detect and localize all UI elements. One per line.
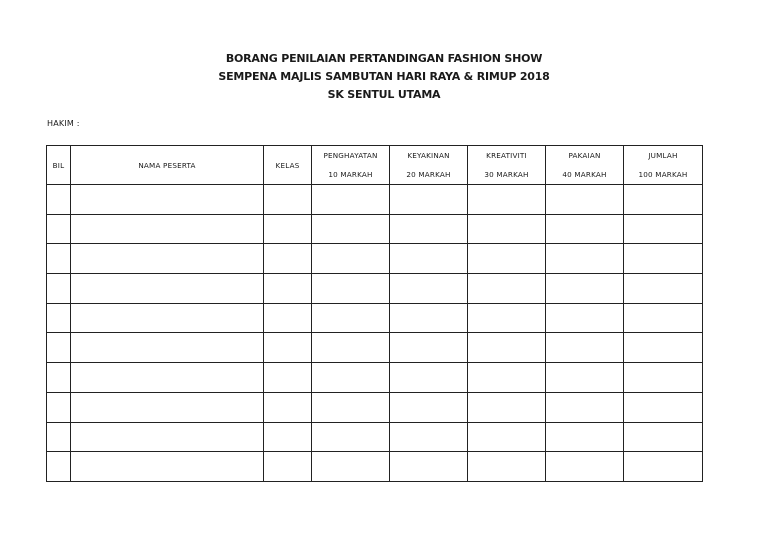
cell-bil[interactable] (47, 422, 71, 452)
cell-kelas[interactable] (264, 452, 312, 482)
cell-keyakinan[interactable] (390, 333, 468, 363)
cell-kelas[interactable] (264, 214, 312, 244)
cell-nama-peserta[interactable] (71, 452, 264, 482)
cell-nama-peserta[interactable] (71, 214, 264, 244)
table-row (47, 422, 703, 452)
cell-kreativiti[interactable] (468, 244, 546, 274)
col-header-marks: 10 MARKAH (328, 169, 373, 179)
cell-jumlah[interactable] (624, 422, 703, 452)
col-header-label: PAKAIAN (568, 150, 601, 160)
cell-keyakinan[interactable] (390, 274, 468, 304)
cell-jumlah[interactable] (624, 303, 703, 333)
cell-jumlah[interactable] (624, 452, 703, 482)
col-header-marks: 30 MARKAH (484, 169, 529, 179)
cell-kreativiti[interactable] (468, 214, 546, 244)
cell-jumlah[interactable] (624, 392, 703, 422)
scoring-table (46, 145, 703, 482)
cell-bil[interactable] (47, 214, 71, 244)
cell-bil[interactable] (47, 244, 71, 274)
table-row (47, 274, 703, 304)
title-line-3: SK SENTUL UTAMA (327, 88, 441, 101)
cell-nama-peserta[interactable] (71, 333, 264, 363)
cell-jumlah[interactable] (624, 333, 703, 363)
cell-bil[interactable] (47, 185, 71, 215)
cell-pakaian[interactable] (546, 214, 624, 244)
col-header-label: JUMLAH (648, 150, 678, 160)
cell-kelas[interactable] (264, 333, 312, 363)
cell-keyakinan[interactable] (390, 244, 468, 274)
cell-keyakinan[interactable] (390, 303, 468, 333)
cell-kelas[interactable] (264, 244, 312, 274)
cell-pakaian[interactable] (546, 452, 624, 482)
cell-nama-peserta[interactable] (71, 392, 264, 422)
col-header-label: PENGHAYATAN (323, 150, 378, 160)
cell-kelas[interactable] (264, 392, 312, 422)
cell-penghayatan[interactable] (312, 422, 390, 452)
cell-nama-peserta[interactable] (71, 274, 264, 304)
cell-kelas[interactable] (264, 274, 312, 304)
table-row (47, 303, 703, 333)
title-line-2: SEMPENA MAJLIS SAMBUTAN HARI RAYA & RIMUP 2018 (218, 70, 550, 83)
cell-kreativiti[interactable] (468, 185, 546, 215)
col-header-keyakinan (390, 146, 468, 185)
cell-kreativiti[interactable] (468, 452, 546, 482)
cell-keyakinan[interactable] (390, 422, 468, 452)
cell-jumlah[interactable] (624, 274, 703, 304)
cell-penghayatan[interactable] (312, 363, 390, 393)
cell-penghayatan[interactable] (312, 392, 390, 422)
cell-keyakinan[interactable] (390, 185, 468, 215)
col-header-marks: 40 MARKAH (562, 169, 607, 179)
table-row (47, 333, 703, 363)
col-header-penghayatan (312, 146, 390, 185)
table-row (47, 214, 703, 244)
cell-penghayatan[interactable] (312, 185, 390, 215)
col-header-label: NAMA PESERTA (138, 160, 196, 170)
cell-nama-peserta[interactable] (71, 185, 264, 215)
cell-pakaian[interactable] (546, 392, 624, 422)
col-header-marks: 100 MARKAH (638, 169, 688, 179)
table-row (47, 244, 703, 274)
table-row (47, 185, 703, 215)
cell-penghayatan[interactable] (312, 452, 390, 482)
cell-nama-peserta[interactable] (71, 303, 264, 333)
cell-pakaian[interactable] (546, 333, 624, 363)
cell-penghayatan[interactable] (312, 303, 390, 333)
cell-nama-peserta[interactable] (71, 244, 264, 274)
cell-kreativiti[interactable] (468, 303, 546, 333)
cell-bil[interactable] (47, 274, 71, 304)
cell-pakaian[interactable] (546, 244, 624, 274)
cell-kreativiti[interactable] (468, 422, 546, 452)
cell-jumlah[interactable] (624, 185, 703, 215)
cell-jumlah[interactable] (624, 214, 703, 244)
cell-nama-peserta[interactable] (71, 363, 264, 393)
col-header-label: KREATIVITI (486, 150, 527, 160)
judge-label: HAKIM : (47, 119, 80, 128)
cell-keyakinan[interactable] (390, 452, 468, 482)
cell-pakaian[interactable] (546, 303, 624, 333)
document-title (0, 50, 768, 104)
cell-pakaian[interactable] (546, 422, 624, 452)
cell-bil[interactable] (47, 363, 71, 393)
table-row (47, 363, 703, 393)
cell-pakaian[interactable] (546, 185, 624, 215)
col-header-label: KELAS (275, 160, 300, 170)
cell-kelas[interactable] (264, 422, 312, 452)
col-header-marks: 20 MARKAH (406, 169, 451, 179)
cell-jumlah[interactable] (624, 363, 703, 393)
col-header-kelas (264, 146, 312, 185)
cell-penghayatan[interactable] (312, 244, 390, 274)
cell-kreativiti[interactable] (468, 333, 546, 363)
cell-nama-peserta[interactable] (71, 422, 264, 452)
cell-keyakinan[interactable] (390, 214, 468, 244)
cell-bil[interactable] (47, 333, 71, 363)
cell-kelas[interactable] (264, 303, 312, 333)
cell-kreativiti[interactable] (468, 274, 546, 304)
cell-kelas[interactable] (264, 185, 312, 215)
cell-keyakinan[interactable] (390, 392, 468, 422)
cell-penghayatan[interactable] (312, 214, 390, 244)
col-header-bil (47, 146, 71, 185)
col-header-label: KEYAKINAN (407, 150, 450, 160)
cell-pakaian[interactable] (546, 274, 624, 304)
cell-kreativiti[interactable] (468, 363, 546, 393)
cell-bil[interactable] (47, 452, 71, 482)
col-header-kreativiti (468, 146, 546, 185)
cell-penghayatan[interactable] (312, 333, 390, 363)
table-row (47, 392, 703, 422)
cell-penghayatan[interactable] (312, 274, 390, 304)
col-header-jumlah (624, 146, 703, 185)
cell-kelas[interactable] (264, 363, 312, 393)
cell-bil[interactable] (47, 303, 71, 333)
cell-bil[interactable] (47, 392, 71, 422)
header-row (47, 146, 703, 185)
cell-keyakinan[interactable] (390, 363, 468, 393)
cell-pakaian[interactable] (546, 363, 624, 393)
table-row (47, 452, 703, 482)
table-body (47, 185, 703, 482)
title-line-1: BORANG PENILAIAN PERTANDINGAN FASHION SHOW (225, 52, 543, 65)
cell-jumlah[interactable] (624, 244, 703, 274)
cell-kreativiti[interactable] (468, 392, 546, 422)
col-header-label: BIL (52, 160, 65, 170)
col-header-pakaian (546, 146, 624, 185)
col-header-nama-peserta (71, 146, 264, 185)
